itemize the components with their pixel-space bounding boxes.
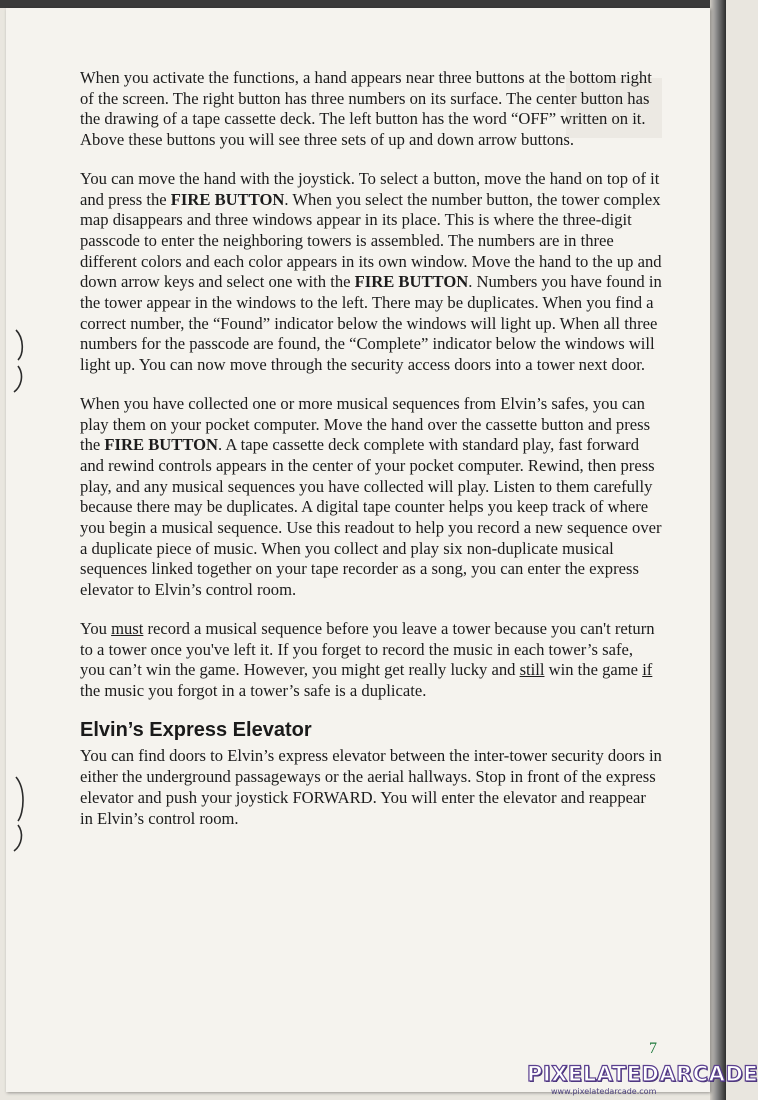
paragraph-express-elevator: You can find doors to Elvin’s express elevator between the inter-tower security doors in either the underground passageways or the aerial hallways. Stop in front of the express elevator and push your joystick FORWARD. You will enter the elevator and reappear in Elvin’s control room. [80,746,662,828]
paragraph-musical-sequences: When you have collected one or more musical sequences from Elvin’s safes, you can play them on your pocket computer. Move the hand over the cassette button and press the FIRE BUTTON. A tape cassette deck complete with standard play, fast forward and rewind controls appears in the center of your pocket computer. Rewind, then press play, and any musical sequences you have collected will play. Listen to them carefully because there may be duplicates. A digital tape counter helps you keep track of where you begin a musical sequence. Use this readout to help you record a new sequence over a duplicate piece of music. When you collect and play six non-duplicate musical sequences linked together on your tape recorder as a song, you can enter the express elevator to Elvin’s control room. [80,393,662,600]
paragraph-hand-joystick: You can move the hand with the joystick. To select a button, move the hand on top of it and press the FIRE BUTTON. When you select the number button, the tower complex map disappears and three windows appear in its place. This is where the three-digit passcode to enter the neighboring towers is assembled. The numbers are in three different colors and each color appears in its own window. Move the hand to the up and down arrow keys and select one with the FIRE BUTTON. Numbers you have found in the tower appear in the windows to the left. There may be duplicates. When you find a correct number, the “Found” indicator below the windows will light up. When all three numbers for the passcode are found, the “Complete” indicator below the windows will light up. You can now move through the security access doors into a tower next door. [80,168,662,375]
page-edge-top [0,0,726,8]
page-edge-right [710,0,726,1100]
paragraph-record-warning: You must record a musical sequence before you leave a tower because you can't return to a tower once you've left it. If you forget to record the music in each tower’s safe, you can’t win the game. However, you might get really lucky and still win the game if the music you forgot in a tower’s safe is a duplicate. [80,618,655,700]
watermark-url: www.pixelatedarcade.com [551,1087,657,1096]
watermark-logo: PIXELATEDARCADE [527,1062,758,1086]
binding-thread-bottom [10,773,30,853]
section-heading: Elvin’s Express Elevator [80,718,312,741]
page-content [80,68,662,847]
binding-thread-top [10,326,30,396]
paragraph-function-buttons: When you activate the functions, a hand appears near three buttons at the bottom right of the screen. The right button has three numbers on its surface. The center button has the drawing of a tape cassette deck. The left button has the word “OFF” written on it. Above these buttons you will see three sets of up and down arrow buttons. [80,68,652,150]
page-number: 7 [649,1040,657,1057]
